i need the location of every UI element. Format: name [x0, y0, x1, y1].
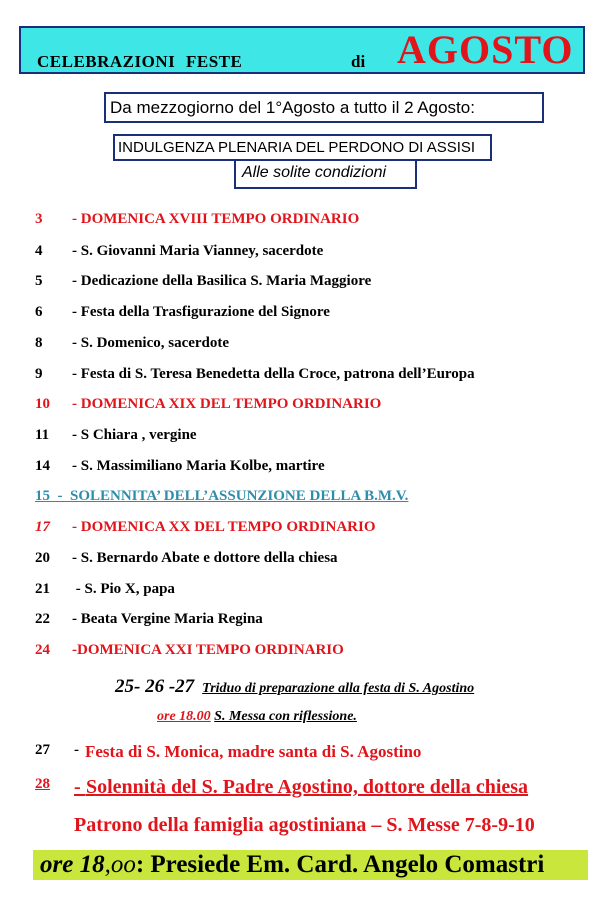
event-dash: -	[74, 742, 79, 758]
event-day: 17	[35, 519, 50, 535]
event-text: - Festa di S. Teresa Benedetta della Croce, patrona dell’Europa	[72, 366, 475, 382]
event-text: - DOMENICA XIX DEL TEMPO ORDINARIO	[72, 396, 382, 412]
event-day: 28	[35, 776, 50, 792]
event-text: - S. Massimiliano Maria Kolbe, martire	[72, 458, 325, 474]
event-day: 20	[35, 550, 50, 566]
event-text: -DOMENICA XXI TEMPO ORDINARIO	[72, 642, 344, 658]
event-text: - S. Bernardo Abate e dottore della chiesa	[72, 550, 338, 566]
event-row-highlight	[35, 488, 408, 505]
event-day: 14	[35, 458, 50, 474]
indulgence-title-box: INDULGENZA PLENARIA DEL PERDONO DI ASSISI	[113, 134, 492, 161]
title-part1: CELEBRAZIONI FESTE	[37, 52, 243, 71]
patron-line: Patrono della famiglia agostiniana – S. Messe 7-8-9-10	[74, 814, 535, 836]
final-time-minutes: ,oo	[104, 851, 136, 878]
event-day: 3	[35, 211, 43, 227]
mass-time: ore 18.00	[157, 709, 211, 724]
event-text: Festa di S. Monica, madre santa di S. Agostino	[85, 742, 422, 761]
event-text: - S. Domenico, sacerdote	[72, 335, 230, 351]
event-day: 21	[35, 581, 50, 597]
triduo-dates: 25- 26 -27	[115, 676, 195, 697]
event-text: - S. Pio X, papa	[72, 581, 175, 597]
title-part2: di	[351, 52, 366, 71]
event-day: 11	[35, 427, 50, 443]
triduo-line	[115, 676, 474, 698]
triduo-text: Triduo di preparazione alla festa di S. Agostino	[202, 681, 475, 696]
indulgence-period-box: Da mezzogiorno del 1°Agosto a tutto il 2 Agosto:	[104, 92, 544, 123]
event-text: - SOLENNITA’ DELL’ASSUNZIONE DELLA B.M.V.	[50, 488, 409, 504]
final-time	[40, 851, 136, 878]
event-day: 24	[35, 642, 50, 658]
final-text: : Presiede Em. Card. Angelo Comastri	[135, 851, 545, 878]
event-day: 27	[35, 742, 50, 758]
event-day: 10	[35, 396, 50, 412]
event-text: - Festa della Trasfigurazione del Signore	[72, 304, 330, 320]
event-text: - S. Giovanni Maria Vianney, sacerdote	[72, 243, 324, 259]
event-day: 4	[35, 243, 43, 259]
event-day: 5	[35, 273, 43, 289]
mass-line	[157, 709, 357, 725]
event-text: - Beata Vergine Maria Regina	[72, 611, 263, 627]
mass-text: S. Messa con riflessione.	[214, 709, 357, 724]
event-text: - Dedicazione della Basilica S. Maria Maggiore	[72, 273, 372, 289]
event-text: - DOMENICA XVIII TEMPO ORDINARIO	[72, 211, 360, 227]
conditions-box: Alle solite condizioni	[234, 161, 417, 189]
event-day: 9	[35, 366, 43, 382]
event-day: 8	[35, 335, 43, 351]
event-text: - S Chiara , vergine	[72, 427, 197, 443]
event-text: - DOMENICA XX DEL TEMPO ORDINARIO	[72, 519, 376, 535]
event-day: 6	[35, 304, 43, 320]
event-day: 22	[35, 611, 50, 627]
event-day: 15	[35, 488, 50, 504]
event-dash: -	[74, 776, 86, 798]
title-banner	[19, 26, 585, 74]
event-text: Solennità del S. Padre Agostino, dottore della chiesa	[86, 776, 529, 798]
final-highlight	[33, 850, 588, 880]
title-month: AGOSTO	[397, 27, 574, 72]
final-time-hour: ore 18	[40, 851, 105, 878]
